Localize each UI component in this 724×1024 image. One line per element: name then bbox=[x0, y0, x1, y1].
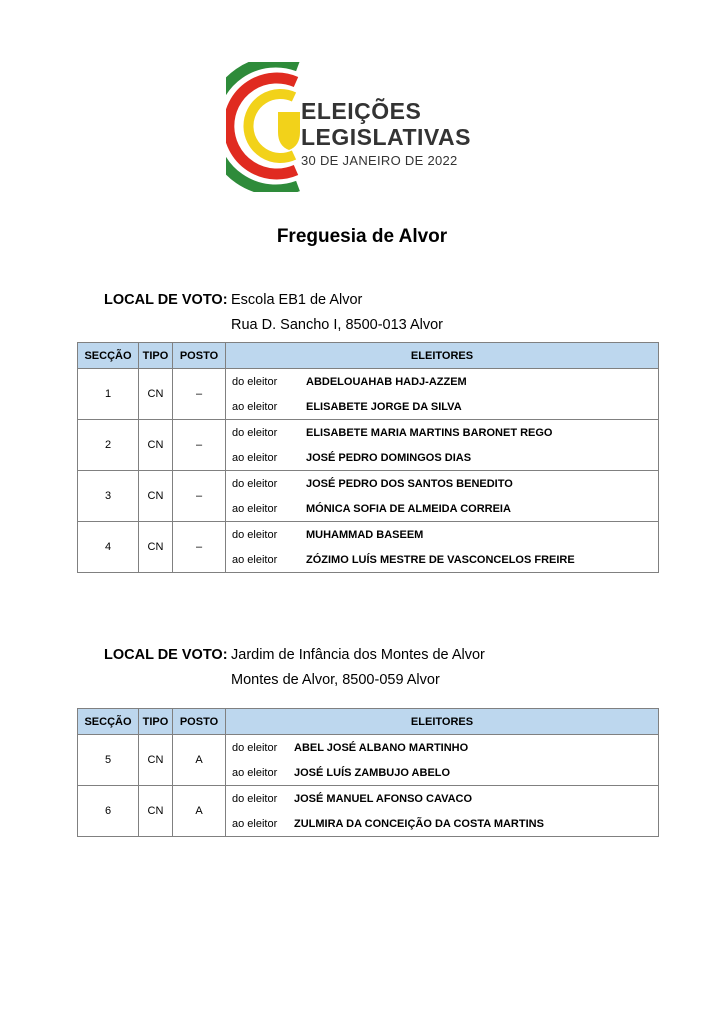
logo-line-1: ELEIÇÕES bbox=[301, 98, 422, 124]
logo-line-2: LEGISLATIVAS bbox=[301, 124, 471, 150]
polling-location-1 bbox=[104, 292, 443, 333]
to-voter bbox=[226, 547, 659, 573]
from-label: do eleitor bbox=[232, 528, 278, 541]
col-tipo: TIPO bbox=[139, 709, 173, 735]
from-name: MUHAMMAD BASEEM bbox=[306, 528, 424, 541]
from-name: ELISABETE MARIA MARTINS BARONET REGO bbox=[306, 426, 553, 439]
col-posto: POSTO bbox=[173, 709, 226, 735]
to-voter bbox=[226, 445, 659, 471]
from-label: do eleitor bbox=[232, 426, 278, 439]
posto-cell: A bbox=[173, 735, 226, 786]
from-label: do eleitor bbox=[232, 741, 278, 754]
to-name: ZÓZIMO LUÍS MESTRE DE VASCONCELOS FREIRE bbox=[306, 553, 575, 566]
col-seccao: SECÇÃO bbox=[78, 709, 139, 735]
from-label: do eleitor bbox=[232, 375, 278, 388]
elections-logo bbox=[226, 62, 471, 192]
logo-emblem-icon bbox=[226, 62, 306, 192]
table-header bbox=[78, 343, 659, 369]
seccao-cell: 4 bbox=[78, 522, 139, 573]
tipo-cell: CN bbox=[139, 735, 173, 786]
tipo-cell: CN bbox=[139, 522, 173, 573]
from-name: JOSÉ PEDRO DOS SANTOS BENEDITO bbox=[306, 477, 513, 490]
posto-cell: A bbox=[173, 786, 226, 837]
posto-cell: – bbox=[173, 522, 226, 573]
from-voter bbox=[226, 786, 659, 812]
seccao-cell: 5 bbox=[78, 735, 139, 786]
location-address: Montes de Alvor, 8500-059 Alvor bbox=[231, 672, 440, 688]
tipo-cell: CN bbox=[139, 420, 173, 471]
from-voter bbox=[226, 471, 659, 497]
tipo-cell: CN bbox=[139, 786, 173, 837]
col-seccao: SECÇÃO bbox=[78, 343, 139, 369]
sections-table-1 bbox=[77, 342, 659, 573]
to-voter bbox=[226, 760, 659, 786]
from-name: ABEL JOSÉ ALBANO MARTINHO bbox=[294, 741, 469, 754]
polling-location-2 bbox=[104, 647, 485, 688]
table-row bbox=[78, 471, 659, 497]
posto-cell: – bbox=[173, 420, 226, 471]
logo-text bbox=[301, 100, 471, 167]
tipo-cell: CN bbox=[139, 369, 173, 420]
col-posto: POSTO bbox=[173, 343, 226, 369]
from-label: do eleitor bbox=[232, 792, 278, 805]
col-tipo: TIPO bbox=[139, 343, 173, 369]
table-row bbox=[78, 735, 659, 761]
to-label: ao eleitor bbox=[232, 817, 278, 830]
to-label: ao eleitor bbox=[232, 553, 278, 566]
to-voter bbox=[226, 394, 659, 420]
table-row bbox=[78, 369, 659, 395]
to-label: ao eleitor bbox=[232, 400, 278, 413]
to-voter bbox=[226, 496, 659, 522]
from-name: JOSÉ MANUEL AFONSO CAVACO bbox=[294, 792, 473, 805]
to-name: ELISABETE JORGE DA SILVA bbox=[306, 400, 462, 413]
table-row bbox=[78, 786, 659, 812]
to-label: ao eleitor bbox=[232, 502, 278, 515]
to-name: JOSÉ LUÍS ZAMBUJO ABELO bbox=[294, 766, 451, 779]
from-name: ABDELOUAHAB HADJ-AZZEM bbox=[306, 375, 467, 388]
sections-table-2 bbox=[77, 708, 659, 837]
from-voter bbox=[226, 735, 659, 761]
seccao-cell: 3 bbox=[78, 471, 139, 522]
posto-cell: – bbox=[173, 369, 226, 420]
from-label: do eleitor bbox=[232, 477, 278, 490]
table-row bbox=[78, 420, 659, 446]
table-row bbox=[78, 522, 659, 548]
location-address: Rua D. Sancho I, 8500-013 Alvor bbox=[231, 317, 443, 333]
seccao-cell: 1 bbox=[78, 369, 139, 420]
logo-date: 30 DE JANEIRO DE 2022 bbox=[301, 153, 458, 168]
to-label: ao eleitor bbox=[232, 451, 278, 464]
to-name: ZULMIRA DA CONCEIÇÃO DA COSTA MARTINS bbox=[294, 817, 544, 830]
to-name: JOSÉ PEDRO DOMINGOS DIAS bbox=[306, 451, 472, 464]
tipo-cell: CN bbox=[139, 471, 173, 522]
to-name: MÓNICA SOFIA DE ALMEIDA CORREIA bbox=[306, 502, 511, 515]
posto-cell: – bbox=[173, 471, 226, 522]
col-eleitores: ELEITORES bbox=[226, 709, 659, 735]
to-label: ao eleitor bbox=[232, 766, 278, 779]
location-name: Jardim de Infância dos Montes de Alvor bbox=[231, 647, 485, 663]
local-label: LOCAL DE VOTO: bbox=[104, 292, 228, 308]
page-title: Freguesia de Alvor bbox=[276, 226, 448, 247]
col-eleitores: ELEITORES bbox=[226, 343, 659, 369]
table-header bbox=[78, 709, 659, 735]
to-voter bbox=[226, 811, 659, 837]
from-voter bbox=[226, 522, 659, 548]
from-voter bbox=[226, 420, 659, 446]
from-voter bbox=[226, 369, 659, 395]
seccao-cell: 6 bbox=[78, 786, 139, 837]
seccao-cell: 2 bbox=[78, 420, 139, 471]
local-label: LOCAL DE VOTO: bbox=[104, 647, 228, 663]
location-name: Escola EB1 de Alvor bbox=[231, 292, 363, 308]
